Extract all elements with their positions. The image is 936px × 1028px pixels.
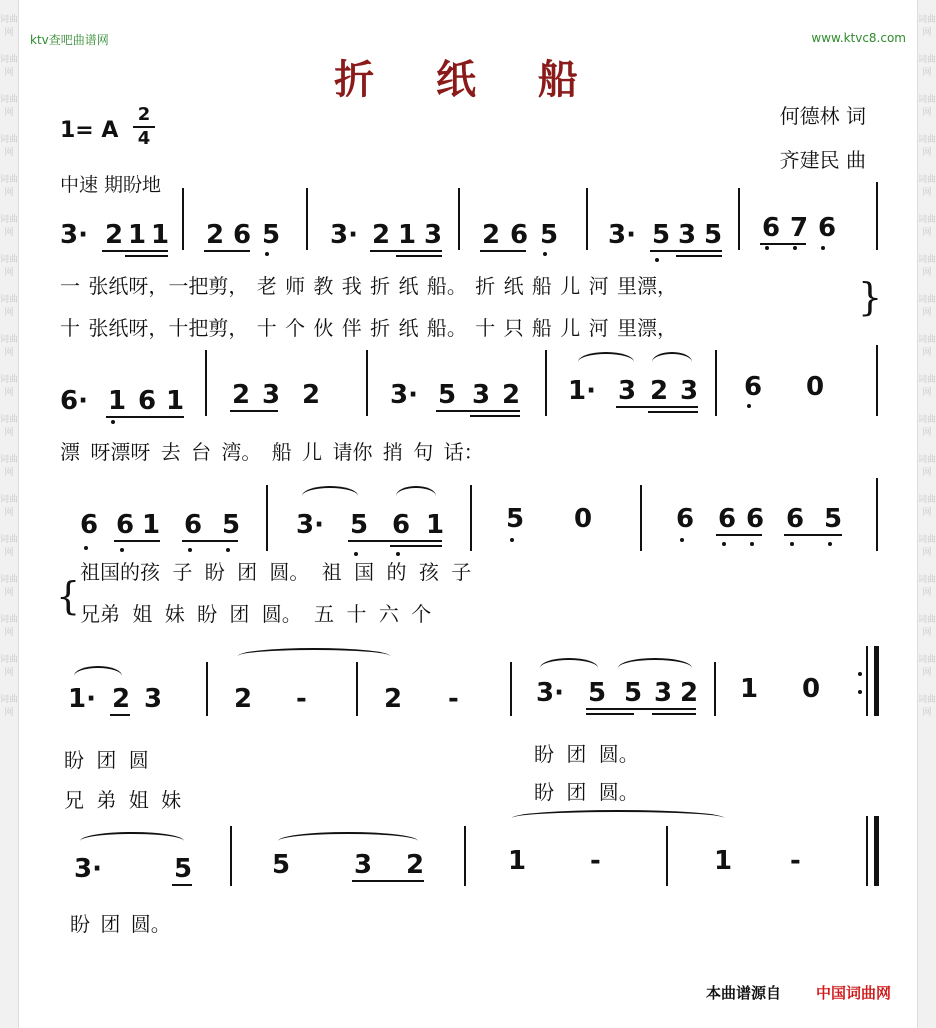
source-label: 本曲谱源自 xyxy=(706,984,782,1002)
bar-line xyxy=(876,182,878,250)
bar-line xyxy=(464,826,466,886)
note: 2 xyxy=(234,684,253,714)
source-site-link[interactable]: 中国词曲网 xyxy=(816,984,892,1002)
note: 2 xyxy=(112,684,131,714)
low-octave-dot xyxy=(655,258,659,262)
beam xyxy=(650,250,722,252)
sidebar-text: 词曲网 xyxy=(0,135,19,158)
bar-line xyxy=(182,188,184,250)
beam xyxy=(652,713,696,715)
note: 3 xyxy=(472,380,491,410)
bar-line xyxy=(510,662,512,716)
beam xyxy=(784,534,842,536)
right-watermark-strip xyxy=(917,0,936,1028)
note: 2 xyxy=(105,220,124,250)
site-url-right: www.ktvc8.com xyxy=(811,31,906,45)
composer-credit: 齐建民 曲 xyxy=(779,148,866,172)
repeat-bar-line xyxy=(874,646,879,716)
beam xyxy=(760,243,806,245)
note: 6 xyxy=(744,372,763,402)
note: 3 xyxy=(144,684,163,714)
note: 1 xyxy=(151,220,170,250)
beam xyxy=(586,713,634,715)
note: 0 xyxy=(806,372,825,402)
beam xyxy=(352,880,424,882)
beam xyxy=(114,540,160,542)
note: 2 xyxy=(206,220,225,250)
beam xyxy=(230,410,278,412)
sidebar-text: 词曲网 xyxy=(0,175,19,198)
sidebar-text: 词曲网 xyxy=(0,535,19,558)
sidebar-text: 词曲网 xyxy=(918,575,936,598)
beam xyxy=(182,540,238,542)
repeat-dot xyxy=(858,672,862,676)
slur xyxy=(540,658,598,678)
bar-line xyxy=(205,350,207,416)
note: 1 xyxy=(142,510,161,540)
repeat-bar-line xyxy=(866,646,868,716)
sidebar-text: 词曲网 xyxy=(0,495,19,518)
note: 6 xyxy=(762,213,781,243)
sidebar-text: 词曲网 xyxy=(0,55,19,78)
note: 5 xyxy=(350,510,369,540)
beam xyxy=(204,250,250,252)
lyrics-verse-1: 一 张纸呀，一把剪， 老 师 教 我 折 纸 船。 折 纸 船 儿 河 里漂， xyxy=(60,274,678,298)
note: 2 xyxy=(650,376,669,406)
note: 3· xyxy=(390,380,418,410)
note: 1 xyxy=(108,386,127,416)
beam xyxy=(470,415,520,417)
bar-line xyxy=(640,485,642,551)
bar-line xyxy=(206,662,208,716)
bar-line xyxy=(586,188,588,250)
note: 1· xyxy=(568,376,596,406)
slur xyxy=(618,658,692,678)
low-octave-dot xyxy=(120,548,124,552)
bar-line xyxy=(458,188,460,250)
note: 6 xyxy=(233,220,252,250)
sidebar-text: 词曲网 xyxy=(0,335,19,358)
left-watermark-strip xyxy=(0,0,19,1028)
bar-line xyxy=(356,662,358,716)
bar-line xyxy=(230,826,232,886)
low-octave-dot xyxy=(265,252,269,256)
sidebar-text: 词曲网 xyxy=(918,495,936,518)
bar-line xyxy=(714,662,716,716)
sidebar-text: 词曲网 xyxy=(0,295,19,318)
beam xyxy=(106,416,184,418)
beam xyxy=(616,406,698,408)
final-bar-line xyxy=(866,816,868,886)
sidebar-text: 词曲网 xyxy=(918,615,936,638)
note: 6 xyxy=(746,504,765,534)
note: 5 xyxy=(588,678,607,708)
note: 3 xyxy=(678,220,697,250)
note: 2 xyxy=(384,684,403,714)
note: - xyxy=(296,684,307,714)
key-signature: 1= A xyxy=(60,118,119,143)
sidebar-text: 词曲网 xyxy=(0,615,19,638)
beam xyxy=(436,410,520,412)
sidebar-text: 词曲网 xyxy=(0,95,19,118)
lyrics-verse-1: 盼 团 圆。 xyxy=(70,912,171,936)
sidebar-text: 词曲网 xyxy=(0,455,19,478)
low-octave-dot xyxy=(722,542,726,546)
bar-line xyxy=(715,350,717,416)
beam xyxy=(390,545,442,547)
verse-bracket: } xyxy=(858,275,883,319)
note: 2 xyxy=(302,380,321,410)
note: 6 xyxy=(676,504,695,534)
note: 3 xyxy=(654,678,673,708)
lyrics-verse-2-right: 盼 团 圆。 xyxy=(534,780,639,804)
note: 2 xyxy=(372,220,391,250)
sidebar-text: 词曲网 xyxy=(918,15,936,38)
note: 6 xyxy=(392,510,411,540)
tie xyxy=(512,810,724,826)
note: 3 xyxy=(680,376,699,406)
sidebar-text: 词曲网 xyxy=(0,255,19,278)
beam xyxy=(586,708,696,710)
sidebar-text: 词曲网 xyxy=(0,15,19,38)
beam xyxy=(676,255,722,257)
bar-line xyxy=(876,478,878,551)
sidebar-text: 词曲网 xyxy=(918,255,936,278)
lyrics-verse-2: 兄弟 姐 妹 盼 团 圆。 五 十 六 个 xyxy=(80,602,432,626)
note: 1 xyxy=(508,846,527,876)
tie xyxy=(238,648,390,664)
note: 0 xyxy=(574,504,593,534)
note: 2 xyxy=(232,380,251,410)
sidebar-text: 词曲网 xyxy=(0,695,19,718)
note: 1 xyxy=(128,220,147,250)
site-name-left: ktv查吧曲谱网 xyxy=(30,33,109,47)
bar-line xyxy=(738,188,740,250)
note: 6 xyxy=(718,504,737,534)
low-octave-dot xyxy=(790,542,794,546)
song-title: 折 纸 船 xyxy=(334,57,602,103)
note: - xyxy=(790,846,801,876)
note: 5 xyxy=(652,220,671,250)
note: 5 xyxy=(540,220,559,250)
sidebar-text: 词曲网 xyxy=(918,415,936,438)
bar-line xyxy=(306,188,308,250)
slur xyxy=(302,486,358,506)
bar-line xyxy=(545,350,547,416)
note: 5 xyxy=(262,220,281,250)
note: 1 xyxy=(740,674,759,704)
note: 6 xyxy=(786,504,805,534)
beam xyxy=(370,250,442,252)
sidebar-text: 词曲网 xyxy=(918,455,936,478)
note: 3 xyxy=(424,220,443,250)
sidebar-text: 词曲网 xyxy=(0,415,19,438)
low-octave-dot xyxy=(747,404,751,408)
sidebar-text: 词曲网 xyxy=(918,215,936,238)
time-signature xyxy=(133,104,155,150)
beam xyxy=(110,714,130,716)
note: 0 xyxy=(802,674,821,704)
note: 1 xyxy=(714,846,733,876)
note: 2 xyxy=(406,850,425,880)
bar-line xyxy=(470,485,472,551)
note: 3· xyxy=(330,220,358,250)
lyrics-verse-1: 祖国的孩 子 盼 团 圆。 祖 国 的 孩 子 xyxy=(80,560,472,584)
sidebar-text: 词曲网 xyxy=(918,655,936,678)
beam xyxy=(172,884,192,886)
note: 5 xyxy=(704,220,723,250)
beam xyxy=(396,255,442,257)
low-octave-dot xyxy=(84,546,88,550)
sidebar-text: 词曲网 xyxy=(918,375,936,398)
bar-line xyxy=(876,345,878,416)
sidebar-text: 词曲网 xyxy=(918,535,936,558)
low-octave-dot xyxy=(828,542,832,546)
low-octave-dot xyxy=(821,246,825,250)
note: 6 xyxy=(818,213,837,243)
note: 5 xyxy=(506,504,525,534)
sidebar-text: 词曲网 xyxy=(918,295,936,318)
note: 2 xyxy=(482,220,501,250)
time-signature-top: 2 xyxy=(137,104,151,125)
time-signature-bottom: 4 xyxy=(133,126,155,150)
sidebar-text: 词曲网 xyxy=(0,215,19,238)
high-octave-dot xyxy=(111,420,115,424)
note: 2 xyxy=(502,380,521,410)
bar-line xyxy=(366,350,368,416)
note: 3· xyxy=(296,510,324,540)
low-octave-dot xyxy=(543,252,547,256)
note: 6 xyxy=(116,510,135,540)
slur xyxy=(578,352,634,372)
note: 1 xyxy=(426,510,445,540)
lyrics-verse-1: 漂 呀漂呀 去 台 湾。 船 儿 请你 捎 句 话： xyxy=(60,440,484,464)
note: 6 xyxy=(80,510,99,540)
low-octave-dot xyxy=(793,246,797,250)
beam xyxy=(348,540,442,542)
low-octave-dot xyxy=(226,548,230,552)
lyrics-verse-2: 十 张纸呀，十把剪， 十 个 伙 伴 折 纸 船。 十 只 船 儿 河 里漂， xyxy=(60,316,678,340)
note: 5 xyxy=(824,504,843,534)
note: 2 xyxy=(680,678,699,708)
sidebar-text: 词曲网 xyxy=(918,55,936,78)
slur xyxy=(396,486,436,506)
slur xyxy=(278,832,418,850)
note: - xyxy=(448,684,459,714)
low-octave-dot xyxy=(765,246,769,250)
note: 1· xyxy=(68,684,96,714)
note: 5 xyxy=(272,850,291,880)
beam xyxy=(648,411,698,413)
note: 6 xyxy=(184,510,203,540)
beam xyxy=(716,534,762,536)
note: 3· xyxy=(74,854,102,884)
tempo-marking: 中速 期盼地 xyxy=(60,174,162,196)
repeat-dot xyxy=(858,690,862,694)
beam xyxy=(102,250,168,252)
note: 5 xyxy=(222,510,241,540)
tie xyxy=(80,832,184,850)
note: - xyxy=(590,846,601,876)
note: 1 xyxy=(398,220,417,250)
note: 3 xyxy=(262,380,281,410)
note: 3 xyxy=(354,850,373,880)
sidebar-text: 词曲网 xyxy=(918,335,936,358)
note: 3· xyxy=(608,220,636,250)
note: 6 xyxy=(510,220,529,250)
beam xyxy=(480,250,526,252)
note: 6· xyxy=(60,386,88,416)
bar-line xyxy=(666,826,668,886)
note: 5 xyxy=(624,678,643,708)
low-octave-dot xyxy=(680,538,684,542)
note: 3· xyxy=(536,678,564,708)
low-octave-dot xyxy=(510,538,514,542)
low-octave-dot xyxy=(188,548,192,552)
lyricist-credit: 何德林 词 xyxy=(779,104,866,128)
lyrics-verse-1-right: 盼 团 圆。 xyxy=(534,742,639,766)
note: 3· xyxy=(60,220,88,250)
sidebar-text: 词曲网 xyxy=(0,575,19,598)
final-bar-line xyxy=(874,816,879,886)
note: 6 xyxy=(138,386,157,416)
sidebar-text: 词曲网 xyxy=(0,655,19,678)
low-octave-dot xyxy=(750,542,754,546)
slur xyxy=(74,666,122,686)
note: 5 xyxy=(438,380,457,410)
sidebar-text: 词曲网 xyxy=(918,135,936,158)
slur xyxy=(652,352,692,372)
sidebar-text: 词曲网 xyxy=(918,175,936,198)
bar-line xyxy=(266,485,268,551)
lyrics-verse-2-left: 兄 弟 姐 妹 xyxy=(64,788,182,812)
sidebar-text: 词曲网 xyxy=(918,95,936,118)
note: 7 xyxy=(790,213,809,243)
note: 3 xyxy=(618,376,637,406)
note: 1 xyxy=(166,386,185,416)
sidebar-text: 词曲网 xyxy=(918,695,936,718)
note: 5 xyxy=(174,854,193,884)
sidebar-text: 词曲网 xyxy=(0,375,19,398)
verse-bracket: { xyxy=(56,574,81,618)
beam xyxy=(125,255,168,257)
lyrics-verse-1-left: 盼 团 圆 xyxy=(64,748,149,772)
